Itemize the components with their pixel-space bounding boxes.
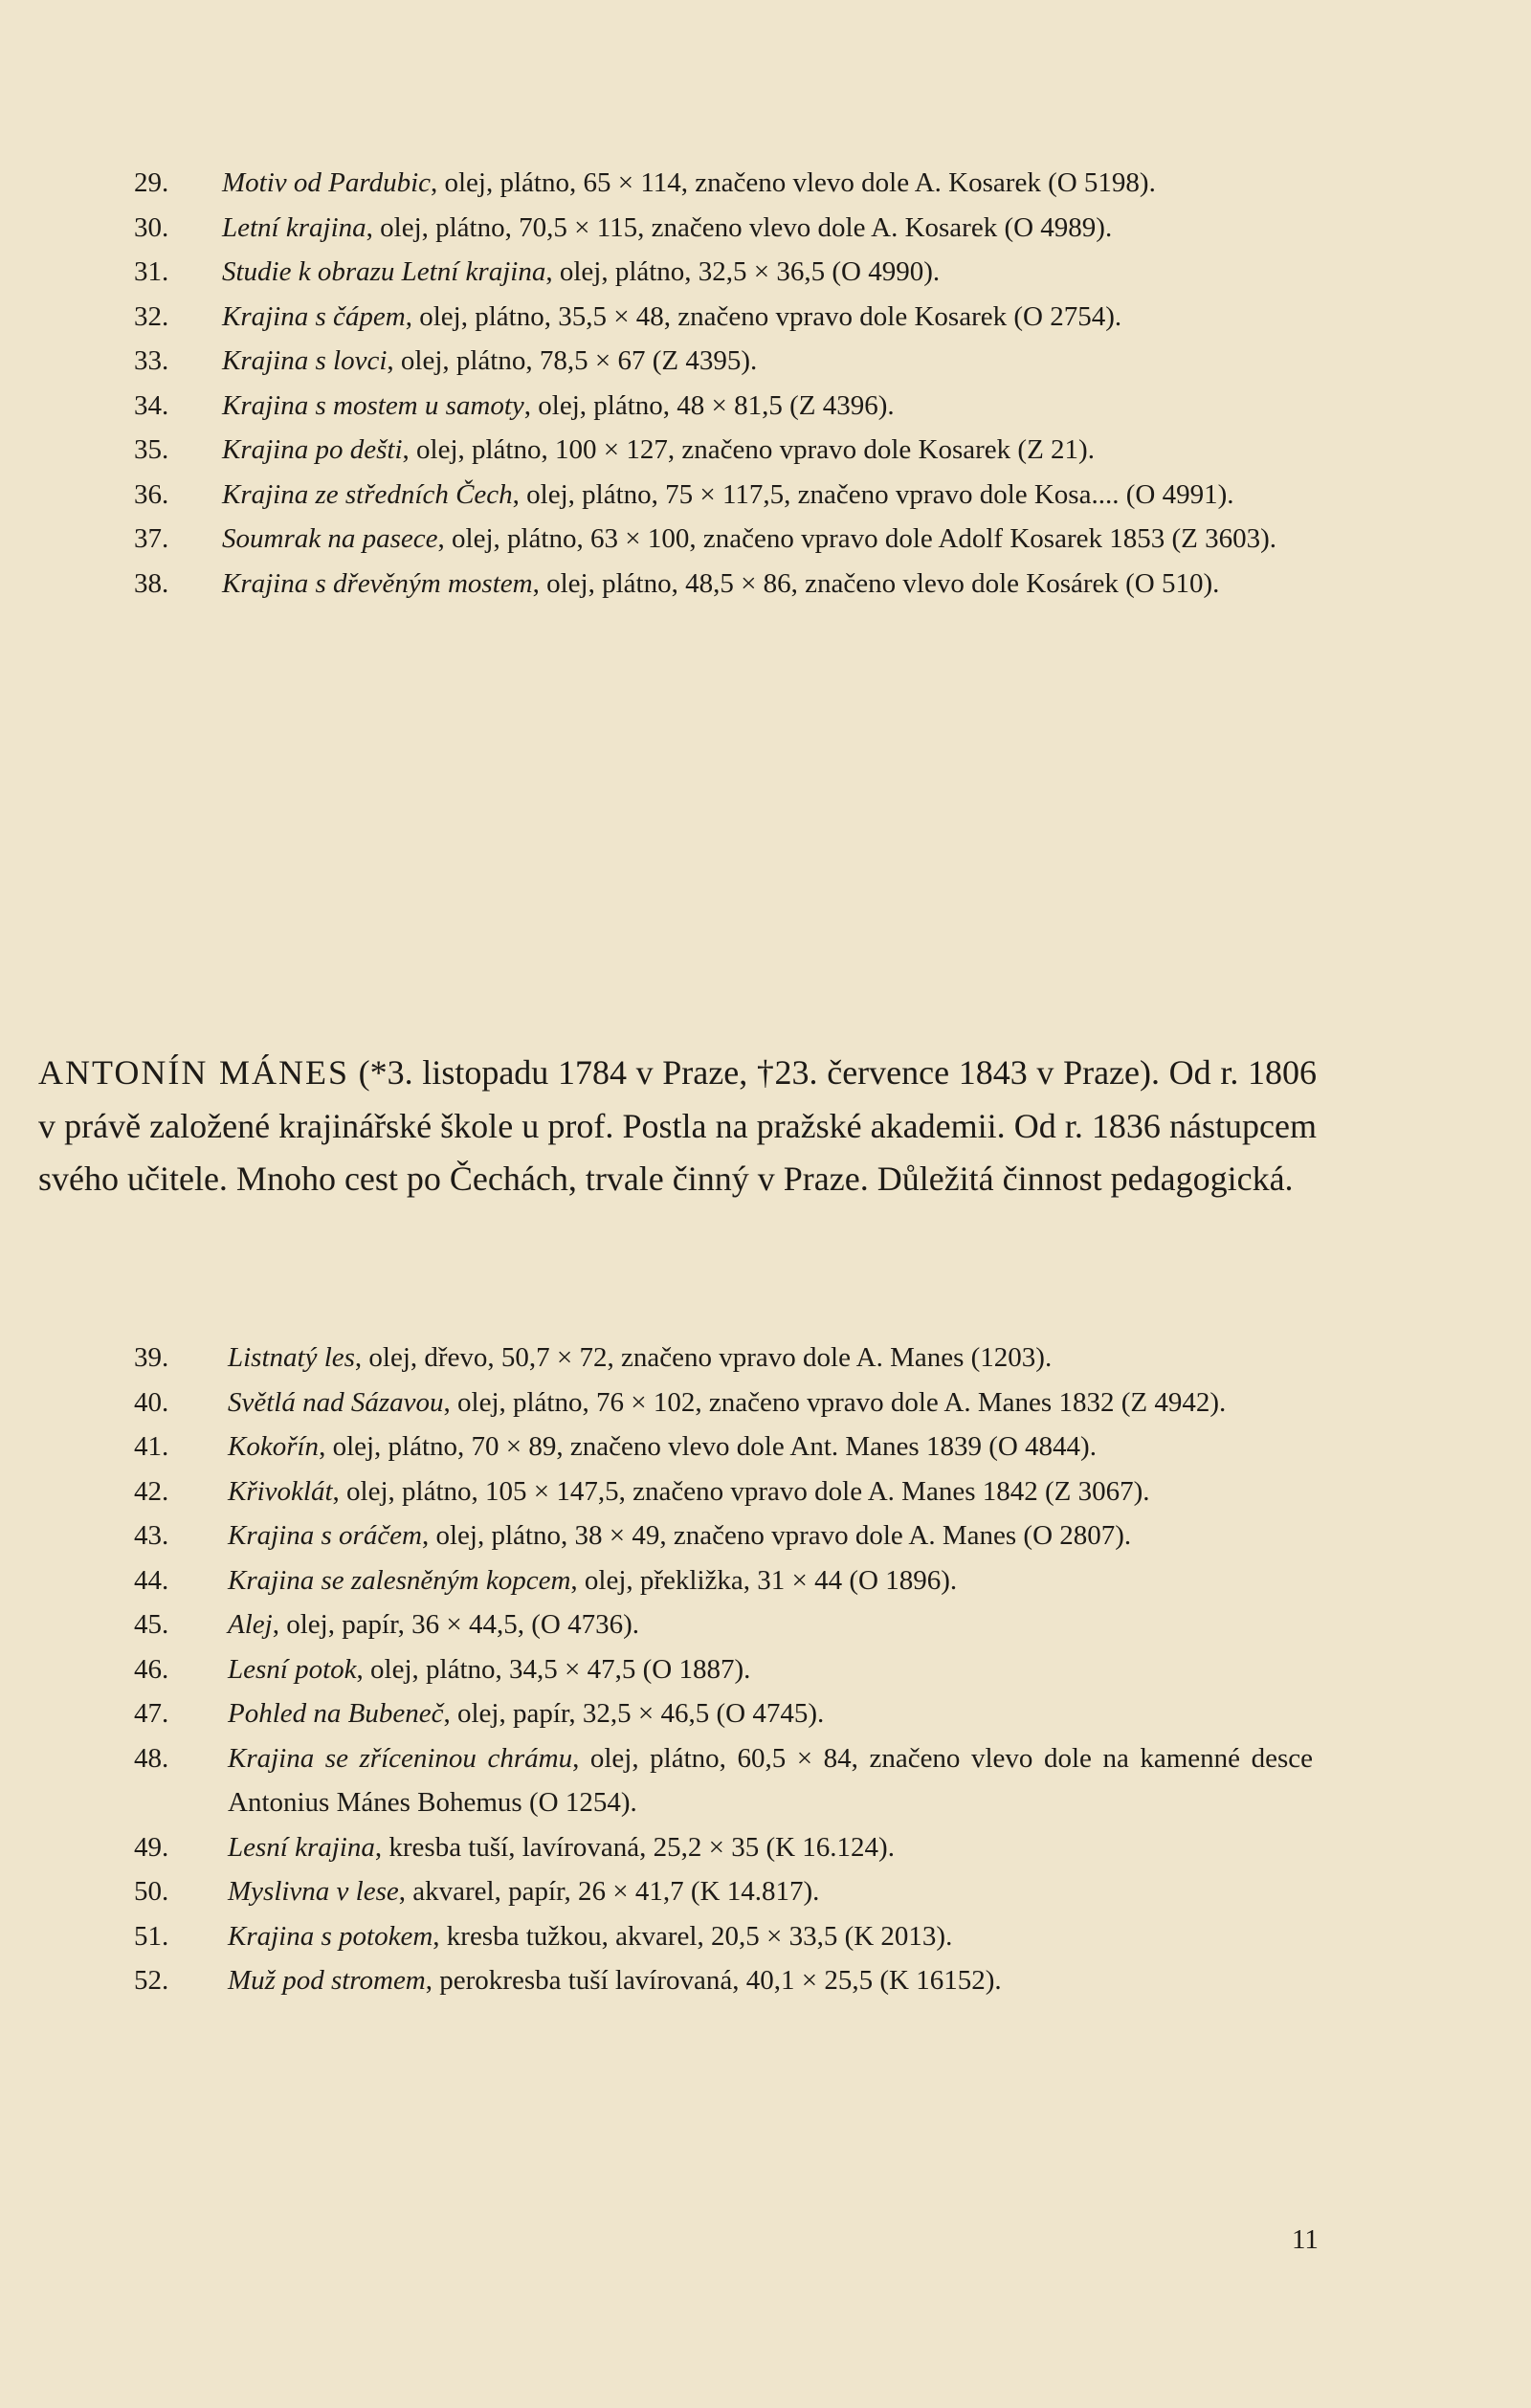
entry-title: Krajina s mostem u samoty (222, 389, 524, 421)
entry-details: , olej, papír, 36 × 44,5, (O 4736). (272, 1609, 639, 1640)
entry-details: , olej, plátno, 35,5 × 48, značeno vpravo dole Kosarek (O 2754). (405, 300, 1122, 332)
entry-text (228, 1558, 1313, 1603)
entry-number: 52. (134, 1965, 169, 1996)
entry-number: 42. (134, 1475, 169, 1507)
entry-text (222, 428, 1313, 473)
entry-details: , olej, plátno, 70,5 × 115, značeno vlevo dole A. Kosarek (O 4989). (366, 211, 1113, 243)
entry-details: , olej, plátno, 34,5 × 47,5 (O 1887). (356, 1653, 751, 1685)
catalog-entry (134, 1958, 1313, 2003)
entry-details: , kresba tuší, lavírovaná, 25,2 × 35 (K 16.124). (374, 1831, 895, 1863)
entry-text (222, 473, 1313, 518)
entry-title: Lesní potok (228, 1653, 357, 1685)
entry-title: Krajina s potokem (228, 1920, 433, 1952)
catalog-entry (134, 1736, 1313, 1825)
entry-number: 35. (134, 434, 169, 465)
biography-text: (*3. listopadu 1784 v Praze, †23. července 1843 v Praze). Od r. 1806 v právě založené krajinářské škole u prof. Postla na pražské akademii. Od r. 1836 nástupcem svého učitele. Mnoho cest po Čechách, trvale činný v Praze. Důležitá činnost pedagogická. (38, 1053, 1317, 1198)
catalog-entry (134, 206, 1313, 251)
catalog-list-kosarek (134, 161, 1313, 606)
entry-details: , olej, plátno, 78,5 × 67 (Z 4395). (387, 345, 758, 376)
entry-title: Krajina se zříceninou chrámu (228, 1742, 573, 1774)
entry-text (222, 517, 1313, 562)
entry-number: 41. (134, 1431, 169, 1462)
entry-details: , olej, dřevo, 50,7 × 72, značeno vpravo dole A. Manes (1203). (354, 1342, 1053, 1373)
entry-number: 40. (134, 1386, 169, 1418)
entry-text (228, 1469, 1313, 1514)
entry-title: Muž pod stromem (228, 1965, 426, 1996)
catalog-entry (134, 1469, 1313, 1514)
entry-number: 46. (134, 1653, 169, 1685)
entry-number: 39. (134, 1342, 169, 1373)
entry-details: , akvarel, papír, 26 × 41,7 (K 14.817). (398, 1876, 820, 1907)
catalog-entry (134, 1602, 1313, 1647)
catalog-entry (134, 1914, 1313, 1959)
entry-text (228, 1381, 1313, 1425)
entry-details: , olej, plátno, 100 × 127, značeno vpravo dole Kosarek (Z 21). (402, 434, 1095, 465)
entry-title: Křivoklát (228, 1475, 333, 1507)
entry-title: Lesní krajina (228, 1831, 375, 1863)
entry-title: Soumrak na pasece (222, 523, 438, 554)
entry-number: 50. (134, 1876, 169, 1907)
entry-number: 49. (134, 1831, 169, 1863)
entry-number: 37. (134, 523, 169, 554)
entry-text (228, 1736, 1313, 1825)
entry-number: 43. (134, 1520, 169, 1551)
catalog-entry (134, 161, 1313, 206)
entry-text (222, 206, 1313, 251)
artist-name: ANTONÍN MÁNES (38, 1053, 349, 1092)
page-number: 11 (1292, 2224, 1319, 2255)
catalog-entry (134, 1513, 1313, 1558)
entry-number: 33. (134, 345, 169, 376)
entry-text (228, 1869, 1313, 1914)
entry-text (228, 1602, 1313, 1647)
entry-text (222, 339, 1313, 384)
entry-details: , olej, papír, 32,5 × 46,5 (O 4745). (443, 1698, 825, 1729)
catalog-entry (134, 1691, 1313, 1736)
entry-title: Letní krajina (222, 211, 366, 243)
entry-text (228, 1691, 1313, 1736)
entry-details: , olej, plátno, 105 × 147,5, značeno vpravo dole A. Manes 1842 (Z 3067). (332, 1475, 1150, 1507)
entry-title: Krajina s čápem (222, 300, 406, 332)
entry-text (228, 1336, 1313, 1381)
catalog-list-manes (134, 1336, 1313, 2003)
entry-title: Krajina s dřevěným mostem (222, 567, 533, 599)
entry-text (222, 295, 1313, 340)
entry-details: , olej, plátno, 75 × 117,5, značeno vpravo dole Kosa.... (O 4991). (512, 478, 1234, 510)
entry-details: , olej, plátno, 70 × 89, značeno vlevo dole Ant. Manes 1839 (O 4844). (319, 1431, 1097, 1462)
entry-text (228, 1513, 1313, 1558)
entry-title: Pohled na Bubeneč (228, 1698, 444, 1729)
entry-text (228, 1914, 1313, 1959)
entry-text (222, 161, 1313, 206)
entry-title: Kokořín (228, 1431, 320, 1462)
entry-title: Krajina ze středních Čech (222, 478, 513, 510)
entry-title: Krajina se zalesněným kopcem (228, 1564, 571, 1596)
catalog-entry (134, 428, 1313, 473)
catalog-entry (134, 1647, 1313, 1692)
entry-details: , olej, plátno, 32,5 × 36,5 (O 4990). (545, 256, 941, 287)
entry-details: , olej, překližka, 31 × 44 (O 1896). (570, 1564, 958, 1596)
entry-number: 48. (134, 1742, 169, 1774)
catalog-entry (134, 1425, 1313, 1469)
catalog-entry (134, 517, 1313, 562)
entry-details: , olej, plátno, 48 × 81,5 (Z 4396). (523, 389, 895, 421)
entry-title: Alej (228, 1609, 273, 1640)
entry-number: 29. (134, 167, 169, 198)
entry-text (222, 250, 1313, 295)
catalog-entry (134, 250, 1313, 295)
entry-details: , olej, plátno, 63 × 100, značeno vpravo dole Adolf Kosarek 1853 (Z 3603). (437, 523, 1277, 554)
entry-text (228, 1958, 1313, 2003)
entry-number: 44. (134, 1564, 169, 1596)
entry-text (222, 562, 1313, 607)
catalog-entry (134, 1825, 1313, 1870)
catalog-entry (134, 473, 1313, 518)
entry-details: , olej, plátno, 38 × 49, značeno vpravo dole A. Manes (O 2807). (422, 1520, 1132, 1551)
entry-number: 30. (134, 211, 169, 243)
entry-title: Motiv od Pardubic (222, 167, 431, 198)
entry-number: 45. (134, 1609, 169, 1640)
entry-text (228, 1825, 1313, 1870)
entry-title: Myslivna v lese (228, 1876, 399, 1907)
entry-text (228, 1647, 1313, 1692)
entry-details: , olej, plátno, 65 × 114, značeno vlevo dole A. Kosarek (O 5198). (431, 167, 1156, 198)
entry-details: , kresba tužkou, akvarel, 20,5 × 33,5 (K 2013). (433, 1920, 953, 1952)
catalog-entry (134, 1869, 1313, 1914)
entry-details: , olej, plátno, 48,5 × 86, značeno vlevo dole Kosárek (O 510). (532, 567, 1220, 599)
catalog-entry (134, 562, 1313, 607)
entry-details: , olej, plátno, 60,5 × 84, značeno vlevo dole na kamenné desce Antonius Mánes Bohemus (O 1254). (228, 1742, 1313, 1818)
entry-text (228, 1425, 1313, 1469)
entry-number: 36. (134, 478, 169, 510)
catalog-entry (134, 295, 1313, 340)
entry-title: Krajina s lovci (222, 345, 388, 376)
entry-details: , olej, plátno, 76 × 102, značeno vpravo dole A. Manes 1832 (Z 4942). (443, 1386, 1227, 1418)
entry-title: Studie k obrazu Letní krajina (222, 256, 546, 287)
entry-title: Světlá nad Sázavou (228, 1386, 444, 1418)
entry-number: 31. (134, 256, 169, 287)
entry-number: 32. (134, 300, 169, 332)
entry-number: 47. (134, 1698, 169, 1729)
entry-number: 51. (134, 1920, 169, 1952)
catalog-entry (134, 384, 1313, 429)
entry-text (222, 384, 1313, 429)
entry-title: Krajina s oráčem (228, 1520, 422, 1551)
entry-number: 34. (134, 389, 169, 421)
entry-title: Listnatý les (228, 1342, 355, 1373)
entry-title: Krajina po dešti (222, 434, 403, 465)
catalog-entry (134, 1558, 1313, 1603)
artist-biography (38, 1047, 1317, 1206)
catalog-entry (134, 1336, 1313, 1381)
entry-number: 38. (134, 567, 169, 599)
catalog-entry (134, 1381, 1313, 1425)
catalog-entry (134, 339, 1313, 384)
entry-details: , perokresba tuší lavírovaná, 40,1 × 25,5 (K 16152). (425, 1965, 1002, 1996)
